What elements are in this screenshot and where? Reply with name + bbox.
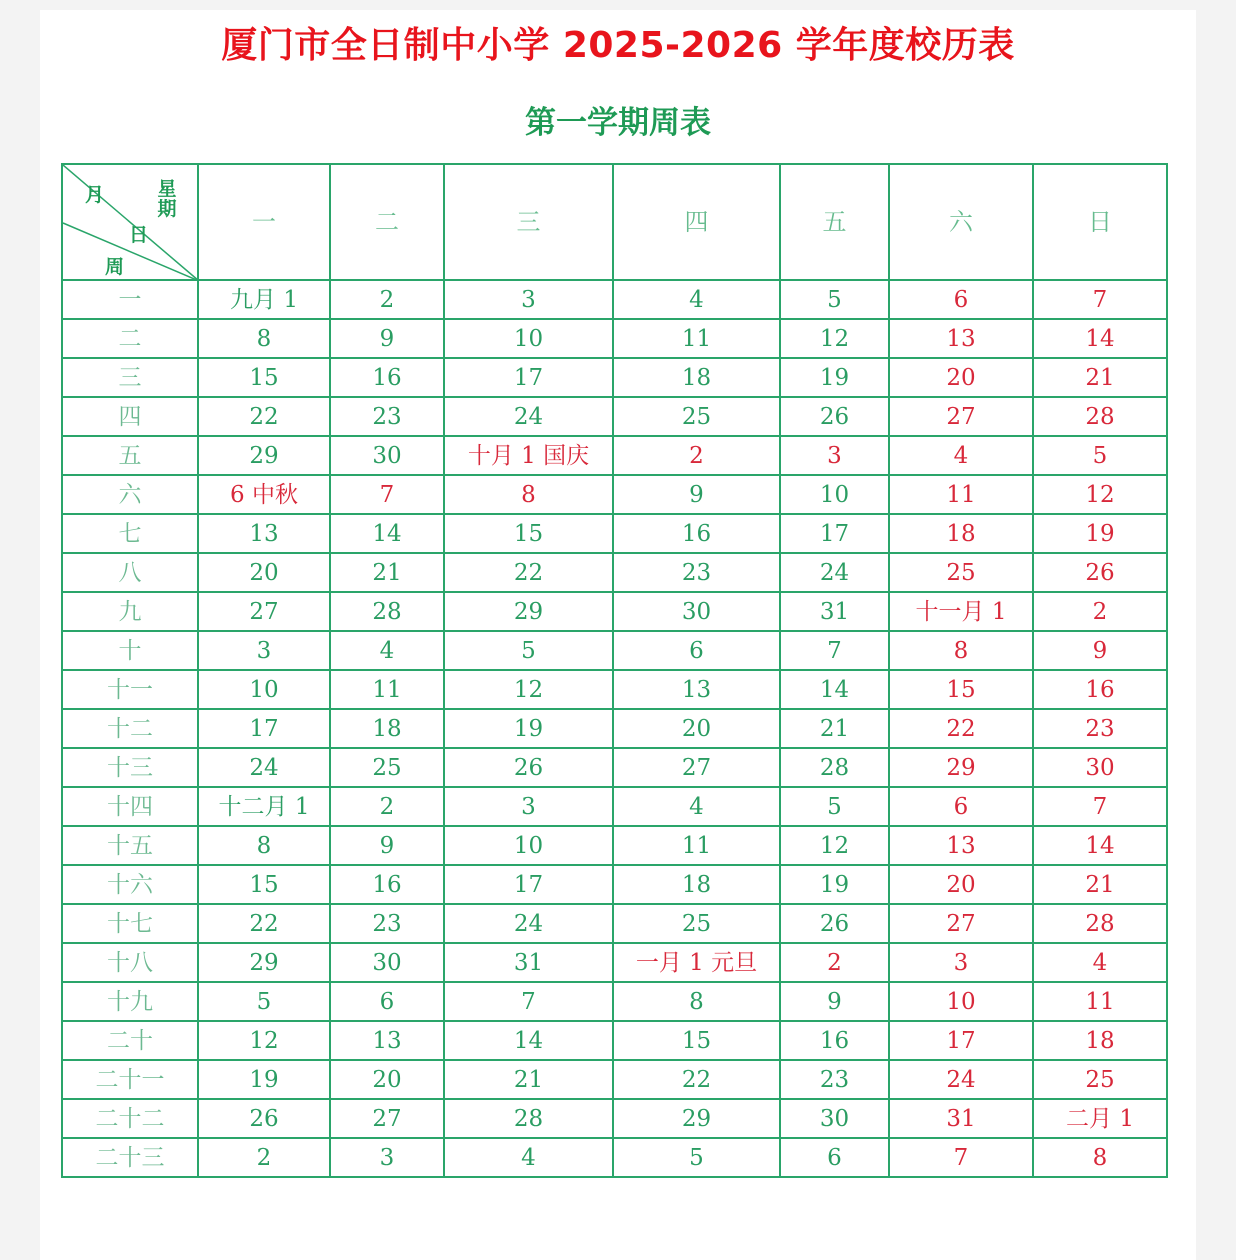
date-cell: 31 xyxy=(444,943,613,982)
table-row xyxy=(62,982,1167,1021)
date-cell: 23 xyxy=(330,904,444,943)
date-cell: 3 xyxy=(444,787,613,826)
table-row xyxy=(62,397,1167,436)
date-cell: 18 xyxy=(613,358,780,397)
date-cell: 19 xyxy=(198,1060,330,1099)
day-header-sat: 六 xyxy=(889,164,1033,280)
date-cell: 26 xyxy=(780,904,889,943)
date-cell: 26 xyxy=(1033,553,1167,592)
date-cell: 21 xyxy=(780,709,889,748)
date-cell: 4 xyxy=(444,1138,613,1177)
date-cell: 10 xyxy=(780,475,889,514)
week-number-cell: 四 xyxy=(62,397,198,436)
calendar-table xyxy=(61,163,1168,1178)
date-cell: 14 xyxy=(444,1021,613,1060)
week-number-cell: 十九 xyxy=(62,982,198,1021)
date-cell: 26 xyxy=(198,1099,330,1138)
date-cell: 26 xyxy=(444,748,613,787)
date-cell: 22 xyxy=(889,709,1033,748)
date-cell: 29 xyxy=(613,1099,780,1138)
table-row xyxy=(62,358,1167,397)
week-number-cell: 十三 xyxy=(62,748,198,787)
date-cell: 13 xyxy=(889,319,1033,358)
week-number-cell: 十六 xyxy=(62,865,198,904)
week-number-cell: 一 xyxy=(62,280,198,319)
table-row xyxy=(62,1021,1167,1060)
date-cell: 21 xyxy=(330,553,444,592)
date-cell: 5 xyxy=(198,982,330,1021)
date-cell: 17 xyxy=(780,514,889,553)
date-cell: 19 xyxy=(1033,514,1167,553)
date-cell: 2 xyxy=(330,280,444,319)
date-cell: 28 xyxy=(330,592,444,631)
date-cell: 3 xyxy=(444,280,613,319)
date-cell: 16 xyxy=(330,358,444,397)
date-cell: 16 xyxy=(613,514,780,553)
date-cell: 22 xyxy=(198,904,330,943)
date-cell: 25 xyxy=(1033,1060,1167,1099)
date-cell: 23 xyxy=(780,1060,889,1099)
date-cell: 8 xyxy=(613,982,780,1021)
week-number-cell: 五 xyxy=(62,436,198,475)
date-cell: 28 xyxy=(780,748,889,787)
date-cell: 12 xyxy=(780,319,889,358)
date-cell: 16 xyxy=(330,865,444,904)
table-row xyxy=(62,1099,1167,1138)
date-cell: 20 xyxy=(330,1060,444,1099)
date-cell: 28 xyxy=(444,1099,613,1138)
date-cell: 7 xyxy=(330,475,444,514)
date-cell: 17 xyxy=(444,358,613,397)
date-cell: 11 xyxy=(330,670,444,709)
table-row xyxy=(62,436,1167,475)
date-cell: 14 xyxy=(1033,826,1167,865)
date-cell: 11 xyxy=(889,475,1033,514)
date-cell: 6 xyxy=(889,280,1033,319)
date-cell: 29 xyxy=(198,943,330,982)
date-cell: 20 xyxy=(889,358,1033,397)
date-cell: 18 xyxy=(613,865,780,904)
date-cell: 12 xyxy=(198,1021,330,1060)
date-cell: 21 xyxy=(444,1060,613,1099)
table-row xyxy=(62,319,1167,358)
date-cell: 15 xyxy=(613,1021,780,1060)
date-cell: 12 xyxy=(444,670,613,709)
date-cell: 10 xyxy=(444,826,613,865)
date-cell: 27 xyxy=(613,748,780,787)
date-cell: 2 xyxy=(613,436,780,475)
date-cell: 16 xyxy=(1033,670,1167,709)
date-cell: 17 xyxy=(889,1021,1033,1060)
date-cell: 6 xyxy=(889,787,1033,826)
table-row xyxy=(62,943,1167,982)
table-row xyxy=(62,1138,1167,1177)
day-header-mon: 一 xyxy=(198,164,330,280)
week-number-cell: 十一 xyxy=(62,670,198,709)
week-number-cell: 二十三 xyxy=(62,1138,198,1177)
week-number-cell: 八 xyxy=(62,553,198,592)
date-cell: 24 xyxy=(780,553,889,592)
date-cell: 4 xyxy=(613,787,780,826)
date-cell: 20 xyxy=(613,709,780,748)
date-cell: 16 xyxy=(780,1021,889,1060)
table-row xyxy=(62,904,1167,943)
week-number-cell: 十八 xyxy=(62,943,198,982)
date-cell: 7 xyxy=(1033,280,1167,319)
calendar-body xyxy=(62,280,1167,1177)
date-cell: 8 xyxy=(198,319,330,358)
date-cell: 25 xyxy=(330,748,444,787)
date-cell: 7 xyxy=(889,1138,1033,1177)
date-cell: 24 xyxy=(444,397,613,436)
week-number-cell: 二十 xyxy=(62,1021,198,1060)
date-cell: 7 xyxy=(780,631,889,670)
date-cell: 15 xyxy=(198,358,330,397)
date-cell: 5 xyxy=(780,787,889,826)
date-cell: 14 xyxy=(1033,319,1167,358)
date-cell: 17 xyxy=(198,709,330,748)
date-cell: 22 xyxy=(613,1060,780,1099)
date-cell: 4 xyxy=(1033,943,1167,982)
date-cell: 2 xyxy=(330,787,444,826)
table-row xyxy=(62,553,1167,592)
table-row xyxy=(62,826,1167,865)
date-cell: 25 xyxy=(613,397,780,436)
date-cell: 5 xyxy=(613,1138,780,1177)
date-cell: 28 xyxy=(1033,904,1167,943)
date-cell: 26 xyxy=(780,397,889,436)
calendar-header-row xyxy=(62,164,1167,280)
week-number-cell: 二十一 xyxy=(62,1060,198,1099)
date-cell: 6 xyxy=(780,1138,889,1177)
table-row xyxy=(62,1060,1167,1099)
corner-label-week: 周 xyxy=(105,256,125,278)
date-cell: 24 xyxy=(889,1060,1033,1099)
date-cell: 9 xyxy=(1033,631,1167,670)
corner-label-month: 月 xyxy=(85,184,105,206)
date-cell: 8 xyxy=(889,631,1033,670)
date-cell: 18 xyxy=(889,514,1033,553)
date-cell: 8 xyxy=(198,826,330,865)
date-cell: 3 xyxy=(889,943,1033,982)
date-cell: 22 xyxy=(198,397,330,436)
corner-label-day: 日 xyxy=(129,224,149,246)
date-cell: 30 xyxy=(1033,748,1167,787)
table-row xyxy=(62,709,1167,748)
date-cell: 9 xyxy=(780,982,889,1021)
date-cell: 29 xyxy=(198,436,330,475)
table-row xyxy=(62,514,1167,553)
week-number-cell: 七 xyxy=(62,514,198,553)
day-header-fri: 五 xyxy=(780,164,889,280)
week-number-cell: 十五 xyxy=(62,826,198,865)
week-number-cell: 九 xyxy=(62,592,198,631)
table-row xyxy=(62,592,1167,631)
date-cell: 27 xyxy=(889,397,1033,436)
table-row xyxy=(62,670,1167,709)
date-cell: 30 xyxy=(330,943,444,982)
date-cell: 25 xyxy=(613,904,780,943)
date-cell: 10 xyxy=(444,319,613,358)
date-cell: 7 xyxy=(444,982,613,1021)
corner-label-weekday: 星期 xyxy=(157,178,177,220)
day-header-wed: 三 xyxy=(444,164,613,280)
date-cell: 5 xyxy=(1033,436,1167,475)
date-cell: 2 xyxy=(780,943,889,982)
date-cell: 3 xyxy=(330,1138,444,1177)
date-cell: 23 xyxy=(330,397,444,436)
date-cell: 十一月 1 xyxy=(889,592,1033,631)
page-subtitle: 第一学期周表 xyxy=(525,105,711,141)
date-cell: 22 xyxy=(444,553,613,592)
date-cell: 18 xyxy=(1033,1021,1167,1060)
table-row xyxy=(62,787,1167,826)
date-cell: 11 xyxy=(613,319,780,358)
corner-header-cell xyxy=(62,164,198,280)
date-cell: 12 xyxy=(1033,475,1167,514)
date-cell: 4 xyxy=(613,280,780,319)
date-cell: 12 xyxy=(780,826,889,865)
date-cell: 5 xyxy=(444,631,613,670)
table-row xyxy=(62,475,1167,514)
date-cell: 6 中秋 xyxy=(198,475,330,514)
date-cell: 8 xyxy=(1033,1138,1167,1177)
week-number-cell: 二十二 xyxy=(62,1099,198,1138)
date-cell: 24 xyxy=(444,904,613,943)
date-cell: 19 xyxy=(780,865,889,904)
table-row xyxy=(62,631,1167,670)
date-cell: 31 xyxy=(780,592,889,631)
week-number-cell: 二 xyxy=(62,319,198,358)
date-cell: 21 xyxy=(1033,865,1167,904)
date-cell: 15 xyxy=(889,670,1033,709)
date-cell: 24 xyxy=(198,748,330,787)
date-cell: 25 xyxy=(889,553,1033,592)
table-row xyxy=(62,748,1167,787)
date-cell: 13 xyxy=(198,514,330,553)
date-cell: 9 xyxy=(330,826,444,865)
table-row xyxy=(62,280,1167,319)
date-cell: 6 xyxy=(330,982,444,1021)
date-cell: 27 xyxy=(198,592,330,631)
date-cell: 31 xyxy=(889,1099,1033,1138)
date-cell: 11 xyxy=(1033,982,1167,1021)
date-cell: 29 xyxy=(889,748,1033,787)
date-cell: 14 xyxy=(330,514,444,553)
date-cell: 27 xyxy=(330,1099,444,1138)
date-cell: 4 xyxy=(330,631,444,670)
date-cell: 17 xyxy=(444,865,613,904)
date-cell: 29 xyxy=(444,592,613,631)
date-cell: 9 xyxy=(330,319,444,358)
date-cell: 19 xyxy=(444,709,613,748)
date-cell: 18 xyxy=(330,709,444,748)
day-header-thu: 四 xyxy=(613,164,780,280)
date-cell: 4 xyxy=(889,436,1033,475)
date-cell: 9 xyxy=(613,475,780,514)
date-cell: 30 xyxy=(613,592,780,631)
date-cell: 十月 1 国庆 xyxy=(444,436,613,475)
date-cell: 13 xyxy=(330,1021,444,1060)
date-cell: 27 xyxy=(889,904,1033,943)
table-row xyxy=(62,865,1167,904)
date-cell: 15 xyxy=(198,865,330,904)
date-cell: 20 xyxy=(889,865,1033,904)
date-cell: 21 xyxy=(1033,358,1167,397)
date-cell: 7 xyxy=(1033,787,1167,826)
date-cell: 6 xyxy=(613,631,780,670)
week-number-cell: 十 xyxy=(62,631,198,670)
week-number-cell: 十四 xyxy=(62,787,198,826)
date-cell: 19 xyxy=(780,358,889,397)
date-cell: 二月 1 xyxy=(1033,1099,1167,1138)
week-number-cell: 六 xyxy=(62,475,198,514)
date-cell: 10 xyxy=(198,670,330,709)
date-cell: 30 xyxy=(330,436,444,475)
date-cell: 23 xyxy=(613,553,780,592)
date-cell: 23 xyxy=(1033,709,1167,748)
week-number-cell: 十七 xyxy=(62,904,198,943)
date-cell: 十二月 1 xyxy=(198,787,330,826)
date-cell: 5 xyxy=(780,280,889,319)
date-cell: 13 xyxy=(889,826,1033,865)
date-cell: 11 xyxy=(613,826,780,865)
day-header-sun: 日 xyxy=(1033,164,1167,280)
week-number-cell: 三 xyxy=(62,358,198,397)
date-cell: 8 xyxy=(444,475,613,514)
date-cell: 10 xyxy=(889,982,1033,1021)
date-cell: 15 xyxy=(444,514,613,553)
date-cell: 20 xyxy=(198,553,330,592)
date-cell: 2 xyxy=(1033,592,1167,631)
date-cell: 30 xyxy=(780,1099,889,1138)
date-cell: 14 xyxy=(780,670,889,709)
day-header-tue: 二 xyxy=(330,164,444,280)
date-cell: 28 xyxy=(1033,397,1167,436)
date-cell: 九月 1 xyxy=(198,280,330,319)
date-cell: 3 xyxy=(198,631,330,670)
date-cell: 3 xyxy=(780,436,889,475)
date-cell: 一月 1 元旦 xyxy=(613,943,780,982)
page-title: 厦门市全日制中小学 2025-2026 学年度校历表 xyxy=(221,25,1015,66)
week-number-cell: 十二 xyxy=(62,709,198,748)
date-cell: 13 xyxy=(613,670,780,709)
date-cell: 2 xyxy=(198,1138,330,1177)
diagonal-lines xyxy=(63,165,198,280)
